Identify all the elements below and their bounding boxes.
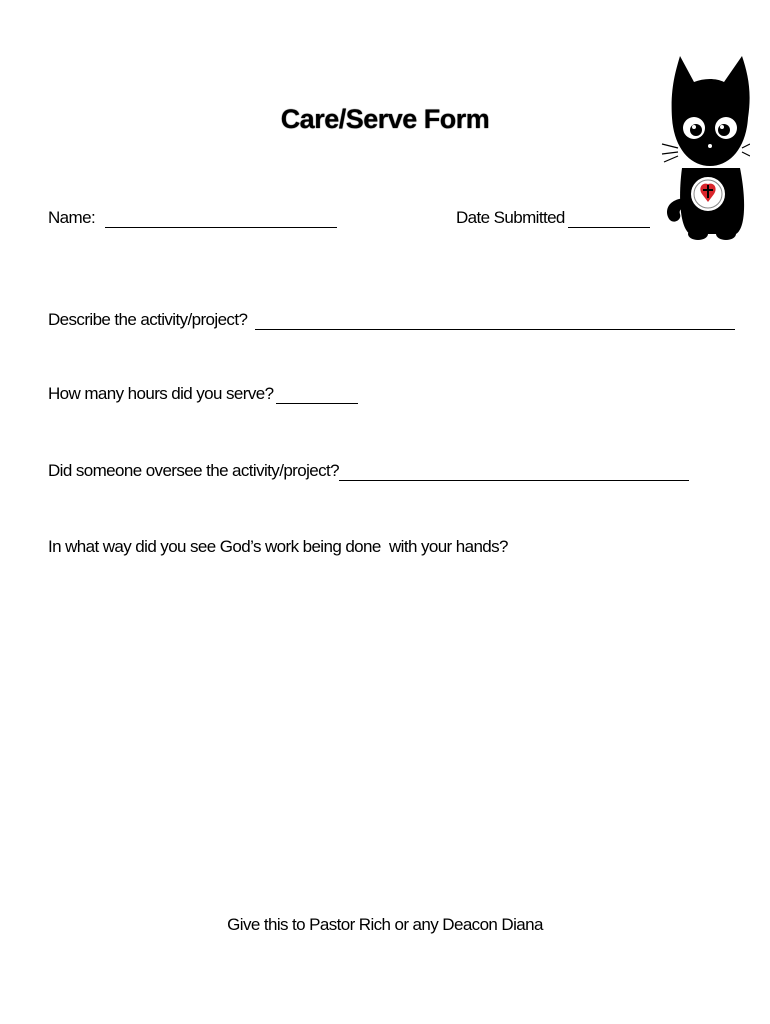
gods-work-row — [48, 537, 508, 557]
black-cat-with-luther-rose-icon — [660, 48, 750, 240]
activity-row — [48, 310, 735, 330]
date-field[interactable] — [568, 210, 650, 228]
date-row — [456, 208, 650, 228]
oversee-field[interactable] — [339, 463, 689, 481]
hours-label: How many hours did you serve? — [48, 384, 274, 403]
activity-label: Describe the activity/project? — [48, 310, 248, 329]
oversee-row — [48, 461, 689, 481]
gods-work-label: In what way did you see God’s work being done with your hands? — [48, 537, 508, 556]
name-row — [48, 208, 337, 228]
hours-field[interactable] — [276, 386, 358, 404]
date-label: Date Submitted — [456, 208, 565, 227]
form-title: Care/Serve Form — [280, 104, 490, 134]
hours-row — [48, 384, 358, 404]
gods-work-answer-area[interactable] — [48, 575, 728, 895]
name-label: Name: — [48, 208, 96, 227]
oversee-label: Did someone oversee the activity/project? — [48, 461, 340, 480]
footer-instruction: Give this to Pastor Rich or any Deacon Diana — [227, 915, 543, 934]
activity-field[interactable] — [255, 312, 735, 330]
name-field[interactable] — [105, 210, 337, 228]
